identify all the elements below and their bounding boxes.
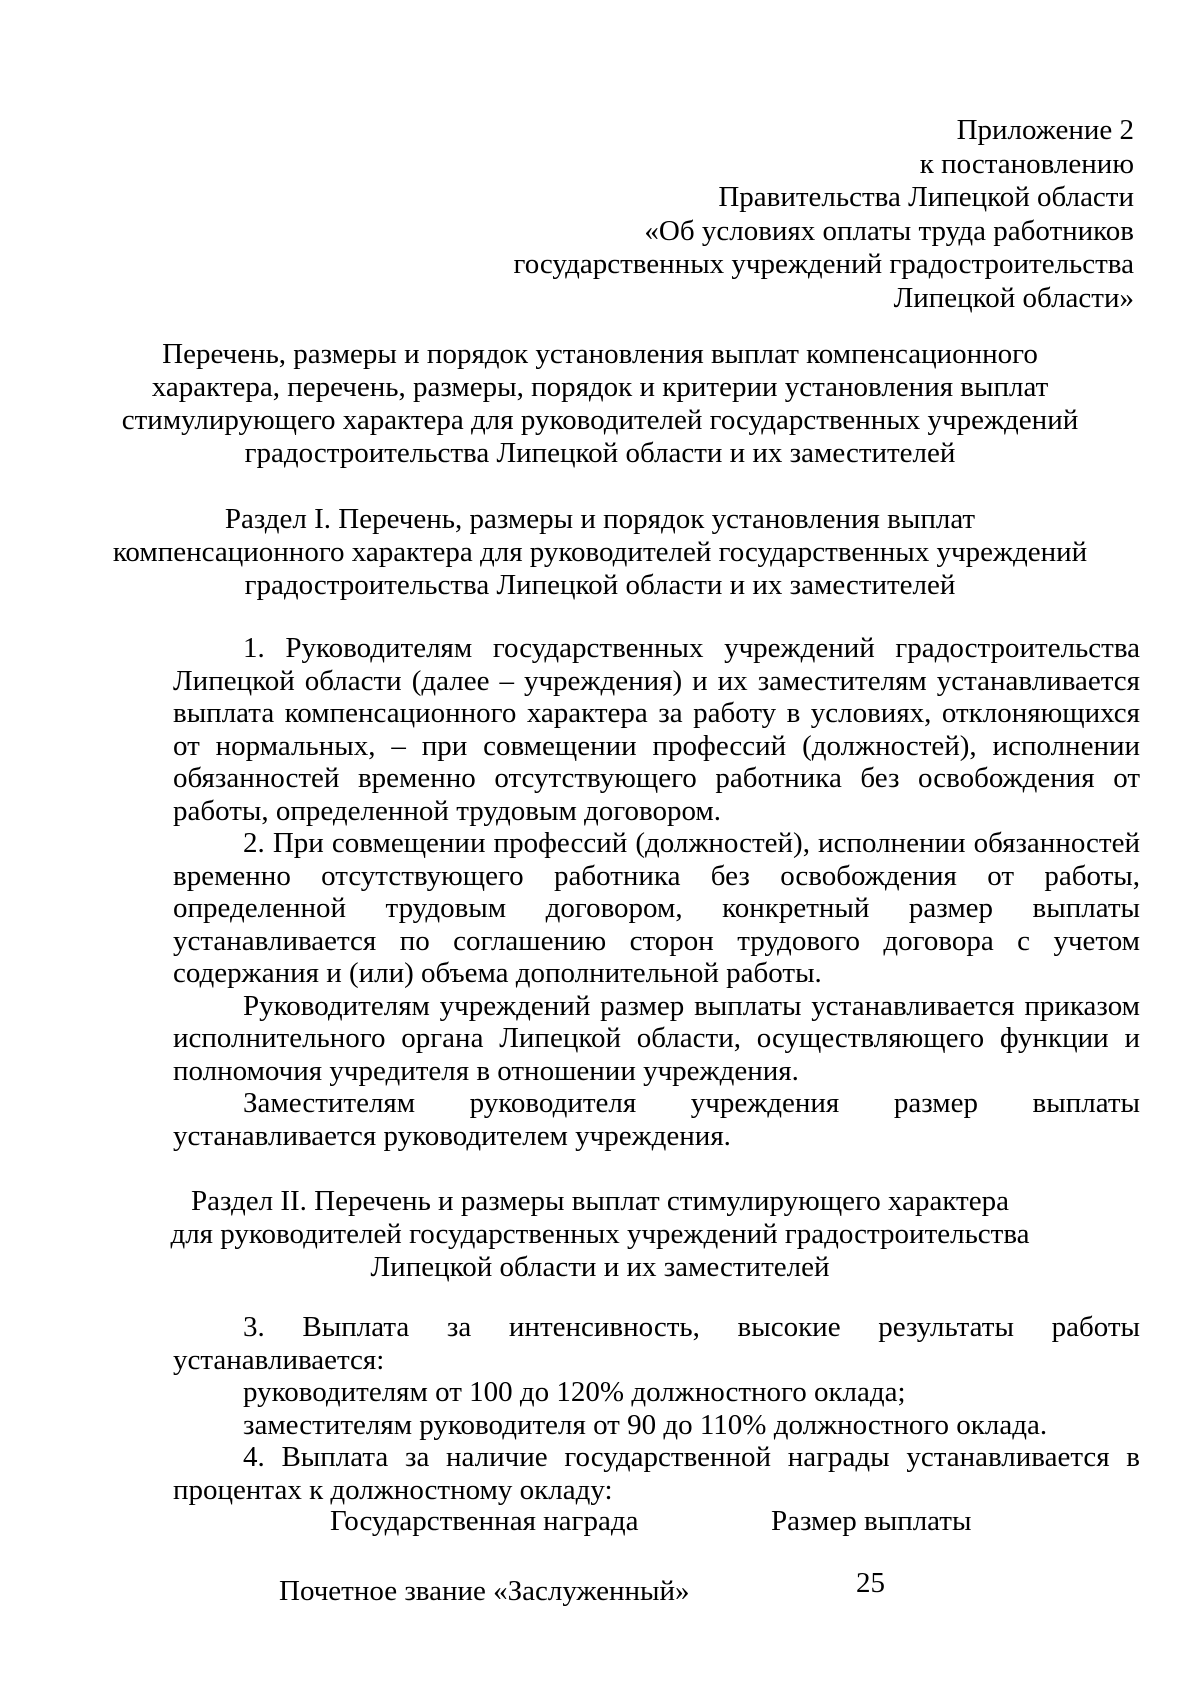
title-line: стимулирующего характера для руководителей государственных учреждений [121, 404, 1079, 436]
table-cell-payment: 25 [856, 1567, 885, 1599]
paragraph: 3. Выплата за интенсивность, высокие результаты работы устанавливается: [173, 1311, 1140, 1376]
section-2-heading [100, 1185, 1100, 1284]
section-1-heading [100, 503, 1100, 602]
title-line: Перечень, размеры и порядок установления выплат компенсационного [162, 338, 1038, 370]
heading-line: для руководителей государственных учреждений градостроительства [170, 1218, 1030, 1250]
heading-line: Раздел I. Перечень, размеры и порядок установления выплат [224, 503, 976, 535]
paragraph: 4. Выплата за наличие государственной награды устанавливается в процентах к должностному окладу: [173, 1441, 1140, 1506]
header-line: государственных учреждений градостроительства [513, 248, 1134, 280]
appendix-header [434, 114, 1134, 315]
title-line: характера, перечень, размеры, порядок и критерии установления выплат [151, 371, 1049, 403]
heading-line: Раздел II. Перечень и размеры выплат стимулирующего характера [191, 1185, 1009, 1217]
heading-line: Липецкой области и их заместителей [370, 1251, 830, 1283]
table-cell-award: Почетное звание «Заслуженный» [279, 1575, 690, 1607]
paragraph: руководителям от 100 до 120% должностного оклада; [243, 1376, 906, 1408]
document-title [100, 338, 1100, 470]
header-line: «Об условиях оплаты труда работников [644, 214, 1134, 247]
section-1-body [173, 632, 1140, 1152]
paragraph: 1. Руководителям государственных учреждений градостроительства Липецкой области (далее – учреждения) и их заместителям устанавливается выплата компенсационного характера за работу в условиях, отклоняющихся от нормальных, – при совмещении профессий (должностей), исполнении обязанностей временно отсутствующего работника без освобождения от работы, определенной трудовым договором. [173, 632, 1140, 827]
heading-line: градостроительства Липецкой области и их заместителей [244, 569, 956, 601]
title-line: градостроительства Липецкой области и их заместителей [244, 437, 956, 469]
paragraph: Заместителям руководителя учреждения размер выплаты устанавливается руководителем учреждения. [173, 1087, 1140, 1152]
paragraph: заместителям руководителя от 90 до 110% должностного оклада. [243, 1408, 1048, 1441]
heading-line: компенсационного характера для руководителей государственных учреждений [112, 536, 1088, 568]
header-line: Правительства Липецкой области [718, 181, 1134, 213]
section-2-body [173, 1311, 1140, 1506]
table-header-payment: Размер выплаты [771, 1505, 972, 1537]
paragraph: 2. При совмещении профессий (должностей), исполнении обязанностей временно отсутствующего работника без освобождения от работы, определенной трудовым договором, конкретный размер выплаты устанавливается по соглашению сторон трудового договора с учетом содержания и (или) объема дополнительной работы. [173, 827, 1140, 989]
table-header-award: Государственная награда [330, 1505, 639, 1537]
paragraph: Руководителям учреждений размер выплаты устанавливается приказом исполнительного органа Липецкой области, осуществляющего функции и полномочия учредителя в отношении учреждения. [173, 989, 1140, 1087]
header-line: к постановлению [919, 147, 1134, 180]
header-line: Липецкой области» [893, 281, 1134, 314]
header-line: Приложение 2 [956, 114, 1134, 146]
